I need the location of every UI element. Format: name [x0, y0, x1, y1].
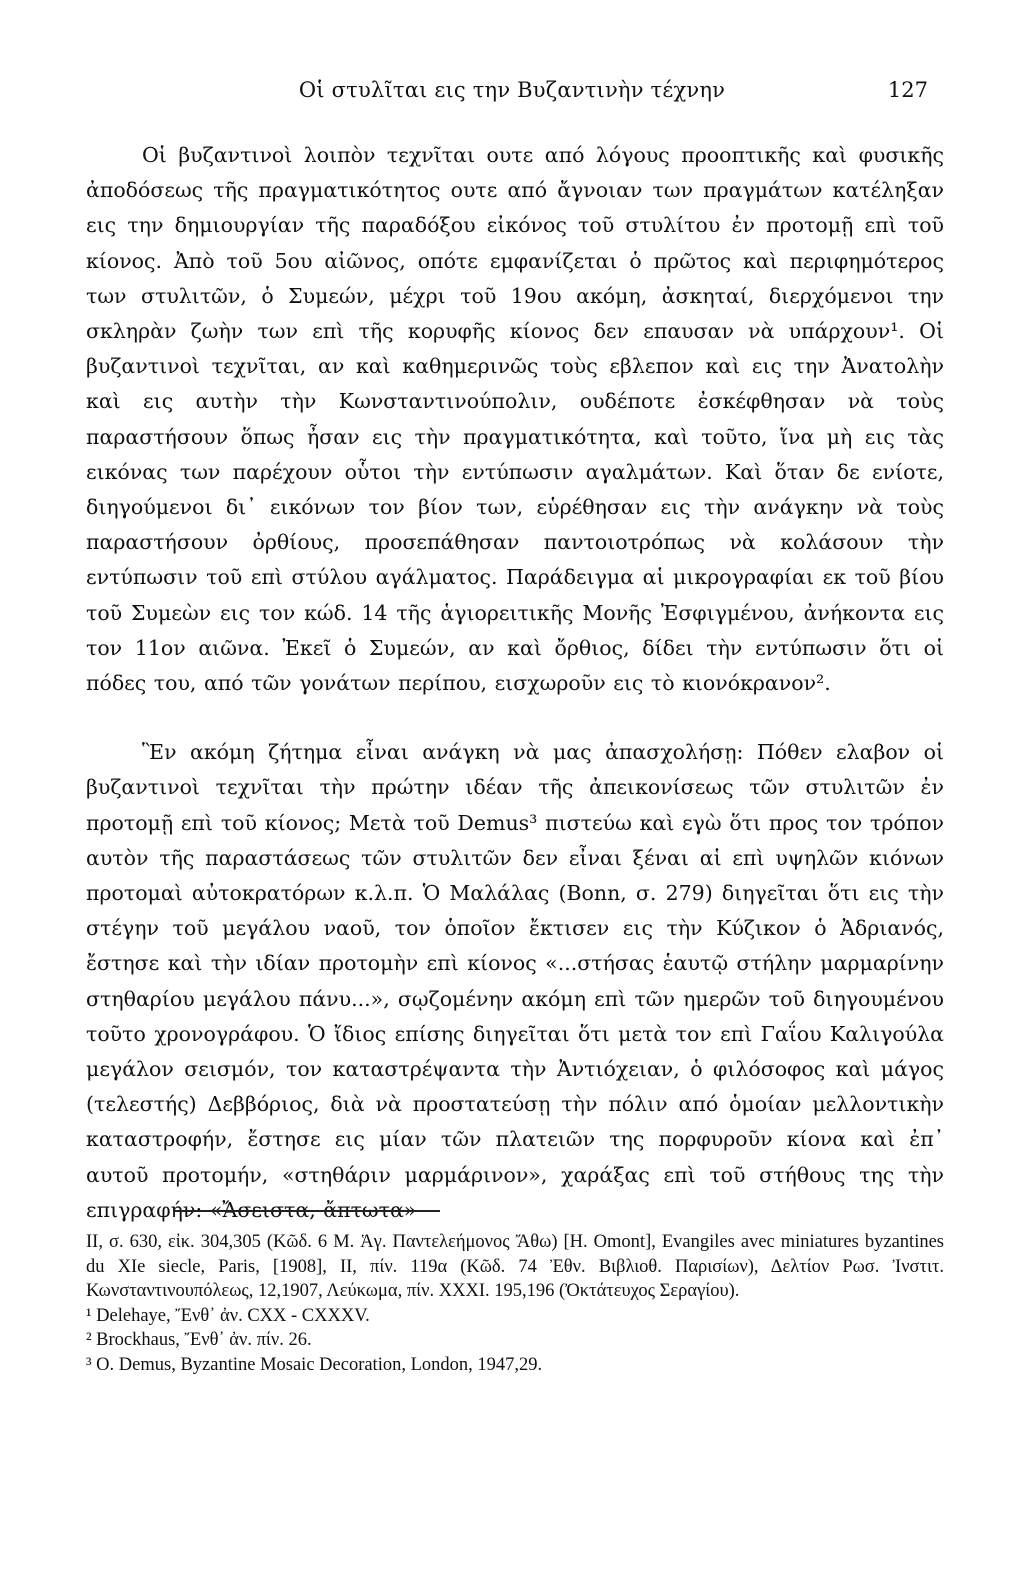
paragraph-1: Οἱ βυζαντινοὶ λοιπὸν τεχνῖται ουτε από λόγους προοπτικῆς καὶ φυσικῆς ἀποδόσεως τῆς πραγματικότητος ουτε από ἄγνοιαν των πραγμάτων κατέληξαν εις την δημιουργίαν τῆς παραδόξου εἰκόνος τοῦ στυλίτου ἐν προτομῇ επὶ τοῦ κίονος. Ἀπὸ τοῦ 5ου αἰῶνος, οπότε εμφανίζεται ὁ πρῶτος καὶ περιφημότερος των στυλιτῶν, ὁ Συμεών, μέχρι τοῦ 19ου ακόμη, ἀσκηταί, διερχόμενοι την σκληρὰν ζωὴν των επὶ τῆς κορυφῆς κίονος δεν επαυσαν νὰ υπάρχουν¹. Οἱ βυζαντινοὶ τεχνῖται, αν καὶ καθημερινῶς τοὺς εβλεπον καὶ εις την Ἀνατολὴν καὶ εις αυτὴν τὴν Κωνσταντινούπολιν, ουδέποτε ἐσκέφθησαν νὰ τοὺς παραστήσουν ὅπως ἦσαν εις τὴν πραγματικότητα, καὶ τοῦτο, ἵνα μὴ εις τὰς εικόνας των παρέχουν οὗτοι τὴν εντύπωσιν αγαλμάτων. Καὶ ὅταν δε ενίοτε, διηγούμενοι δι᾽ εικόνων τον βίον των, εὑρέθησαν εις τὴν ανάγκην νὰ τοὺς παραστήσουν ὀρθίους, προσεπάθησαν παντοιοτρόπως νὰ κολάσουν τὴν εντύπωσιν τοῦ επὶ στύλου αγάλματος. Παράδειγμα αἱ μικρογραφίαι εκ τοῦ βίου τοῦ Συμεὼν εις τον κώδ. 14 τῆς ἁγιορειτικῆς Μονῆς Ἐσφιγμένου, ἀνήκοντα εις τον 11ον αιῶνα. Ἐκεῖ ὁ Συμεών, αν καὶ ὄρθιος, δίδει τὴν εντύπωσιν ὅτι οἱ πόδες του, από τῶν γονάτων περίπου, εισχωροῦν εις τὸ κιονόκρανον².: [86, 143, 944, 696]
footnote-continued: II, σ. 630, εἰκ. 304,305 (Κῶδ. 6 Μ. Ἁγ. Παντελεήμονος Ἄθω) [H. Omont], Evangiles avec miniatures byzantines du XIe siecle, Paris, [1908], II, πίν. 119α (Κῶδ. 74 Ἐθν. Βιβλιοθ. Παρισίων), Δελτίον Ρωσ. Ἰνστιτ. Κωνσταντινουπόλεως, 12,1907, Λεύκωμα, πίν. XXXI. 195,196 (Ὀκτάτευχος Σεραγίου).: [86, 1232, 944, 1301]
footnote-1: ¹ Delehaye, Ἔνθ᾽ ἀν. CXX - CXXXV.: [86, 1305, 370, 1326]
running-title: Οἱ στυλῖται εις την Βυζαντινὴν τέχνην: [298, 78, 726, 102]
footnote-divider: [173, 1210, 440, 1212]
footnote-3: ³ O. Demus, Byzantine Mosaic Decoration, London, 1947,29.: [86, 1354, 543, 1375]
page-number: 127: [887, 78, 928, 102]
footnotes: [86, 1230, 944, 1377]
main-text: [86, 138, 944, 1228]
footnote-2: ² Brockhaus, Ἔνθ᾽ ἀν. πίν. 26.: [86, 1330, 312, 1350]
page-header: [0, 78, 1024, 108]
paragraph-2: Ἓν ακόμη ζήτημα εἶναι ανάγκη νὰ μας ἀπασχολήσῃ: Πόθεν ελαβον οἱ βυζαντινοὶ τεχνῖται τὴν πρώτην ιδέαν τῆς ἀπεικονίσεως τῶν στυλιτῶν ἐν προτομῇ επὶ τοῦ κίονος; Μετὰ τοῦ Demus³ πιστεύω καὶ εγὼ ὅτι προς τον τρόπον αυτὸν τῆς παραστάσεως τῶν στυλιτῶν δεν εἶναι ξέναι αἱ επὶ υψηλῶν κιόνων προτομαὶ αὐτοκρατόρων κ.λ.π. Ὁ Μαλάλας (Bonn, σ. 279) διηγεῖται ὅτι εις τὴν στέγην τοῦ μεγάλου ναοῦ, τον ὁποῖον ἔκτισεν εις τὴν Κύζικον ὁ Ἀδριανός, ἔστησε καὶ τὴν ιδίαν προτομὴν επὶ κίονος «...στήσας ἑαυτῷ στήλην μαρμαρίνην στηθαρίου μεγάλου πάνυ...», σῳζομένην ακόμη επὶ τῶν ημερῶν τοῦ διηγουμένου τοῦτο χρονογράφου. Ὁ ἴδιος επίσης διηγεῖται ὅτι μετὰ τον επὶ Γαΐου Καλιγούλα μεγάλον σεισμόν, τον καταστρέψαντα τὴν Ἀντιόχειαν, ὁ φιλόσοφος καὶ μάγος (τελεστής) Δεββόριος, διὰ νὰ προστατεύσῃ τὴν πόλιν από ὁμοίαν μελλοντικὴν καταστροφήν, ἔστησε εις μίαν τῶν πλατειῶν της πορφυροῦν κίονα καὶ ἐπ᾽ αυτοῦ προτομήν, «στηθάριν μαρμάρινον», χαράξας επὶ τοῦ στήθους της τὴν επιγραφήν: «Ἄσειστα, ἄπτωτα»: [86, 740, 944, 1222]
